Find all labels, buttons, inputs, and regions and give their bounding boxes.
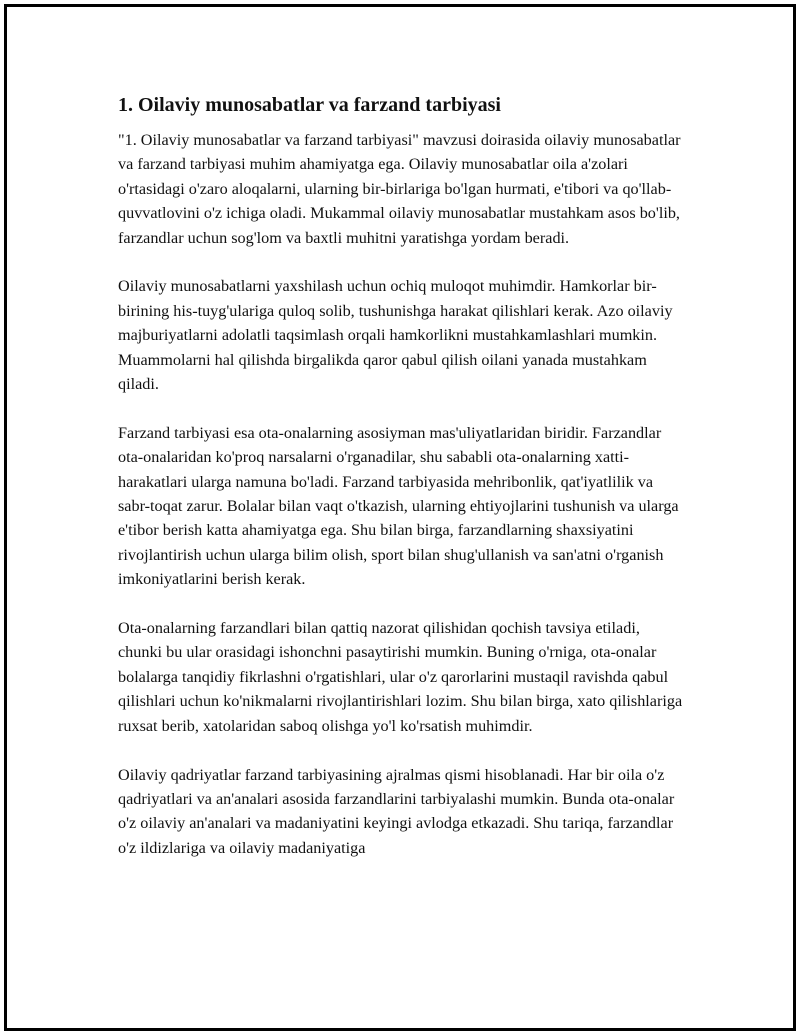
section-heading: 1. Oilaviy munosabatlar va farzand tarbiyasi bbox=[118, 94, 501, 116]
paragraph-5: Oilaviy qadriyatlar farzand tarbiyasining ajralmas qismi hisoblanadi. Har bir oila o'z qadriyatlari va an'analari asosida farzandlarini tarbiyalashi mumkin. Bunda ota-onalar o'z oilaviy an'analari va madaniyatini keyingi avlodga etkazadi. Shu tariqa, farzandlar o'z ildizlariga va oilaviy madaniyatiga bbox=[118, 765, 675, 857]
paragraph-1: "1. Oilaviy munosabatlar va farzand tarbiyasi" mavzusi doirasida oilaviy munosabatlar va farzand tarbiyasi muhim ahamiyatga ega. Oilaviy munosabatlar oila a'zolari o'rtasidagi o'zaro aloqalarni, ularning bir-birlariga bo'lgan hurmati, e'tibori va qo'llab-quvvatlovini o'z ichiga oladi. Mukammal oilaviy munosabatlar mustahkam asos bo'lib, farzandlar uchun sog'lom va baxtli muhitni yaratishga yordam beradi. bbox=[118, 131, 681, 247]
paragraph-4: Ota-onalarning farzandlari bilan qattiq nazorat qilishidan qochish tavsiya etiladi, chunki bu ular orasidagi ishonchni pasaytirishi mumkin. Buning o'rniga, ota-onalar bolalarga tanqidiy fikrlashni o'rgatishlari, ular o'z qarorlarini mustaqil ravishda qabul qilishlari uchun ko'nikmalarni rivojlantirishlari lozim. Shu bilan birga, xato qilishlariga ruxsat berib, xatolaridan saboq olishga yo'l ko'rsatish muhimdir. bbox=[118, 619, 683, 735]
paragraph-3: Farzand tarbiyasi esa ota-onalarning asosiyman mas'uliyatlaridan biridir. Farzandlar ota-onalaridan ko'proq narsalarni o'rganadilar, shu sababli ota-onalarning xatti-harakatlari ularga namuna bo'ladi. Farzand tarbiyasida mehribonlik, qat'iyatlilik va sabr-toqat zarur. Bolalar bilan vaqt o'tkazish, ularning ehtiyojlarini tushunish va ularga e'tibor berish katta ahamiyatga ega. Shu bilan birga, farzandlarning shaxsiyatini rivojlantirish uchun ularga bilim olish, sport bilan shug'ullanish va san'atni o'rganish imkoniyatlarini berish kerak. bbox=[118, 423, 679, 589]
document-body bbox=[118, 92, 684, 885]
paragraph-2: Oilaviy munosabatlarni yaxshilash uchun ochiq muloqot muhimdir. Hamkorlar bir-birining his-tuyg'ulariga quloq solib, tushunishga harakat qilishlari kerak. Azo oilaviy majburiyatlarni adolatli taqsimlash orqali hamkorlikni mustahkamlashlari mumkin. Muammolarni hal qilishda birgalikda qaror qabul qilish oilani yanada mustahkam qiladi. bbox=[118, 277, 673, 394]
